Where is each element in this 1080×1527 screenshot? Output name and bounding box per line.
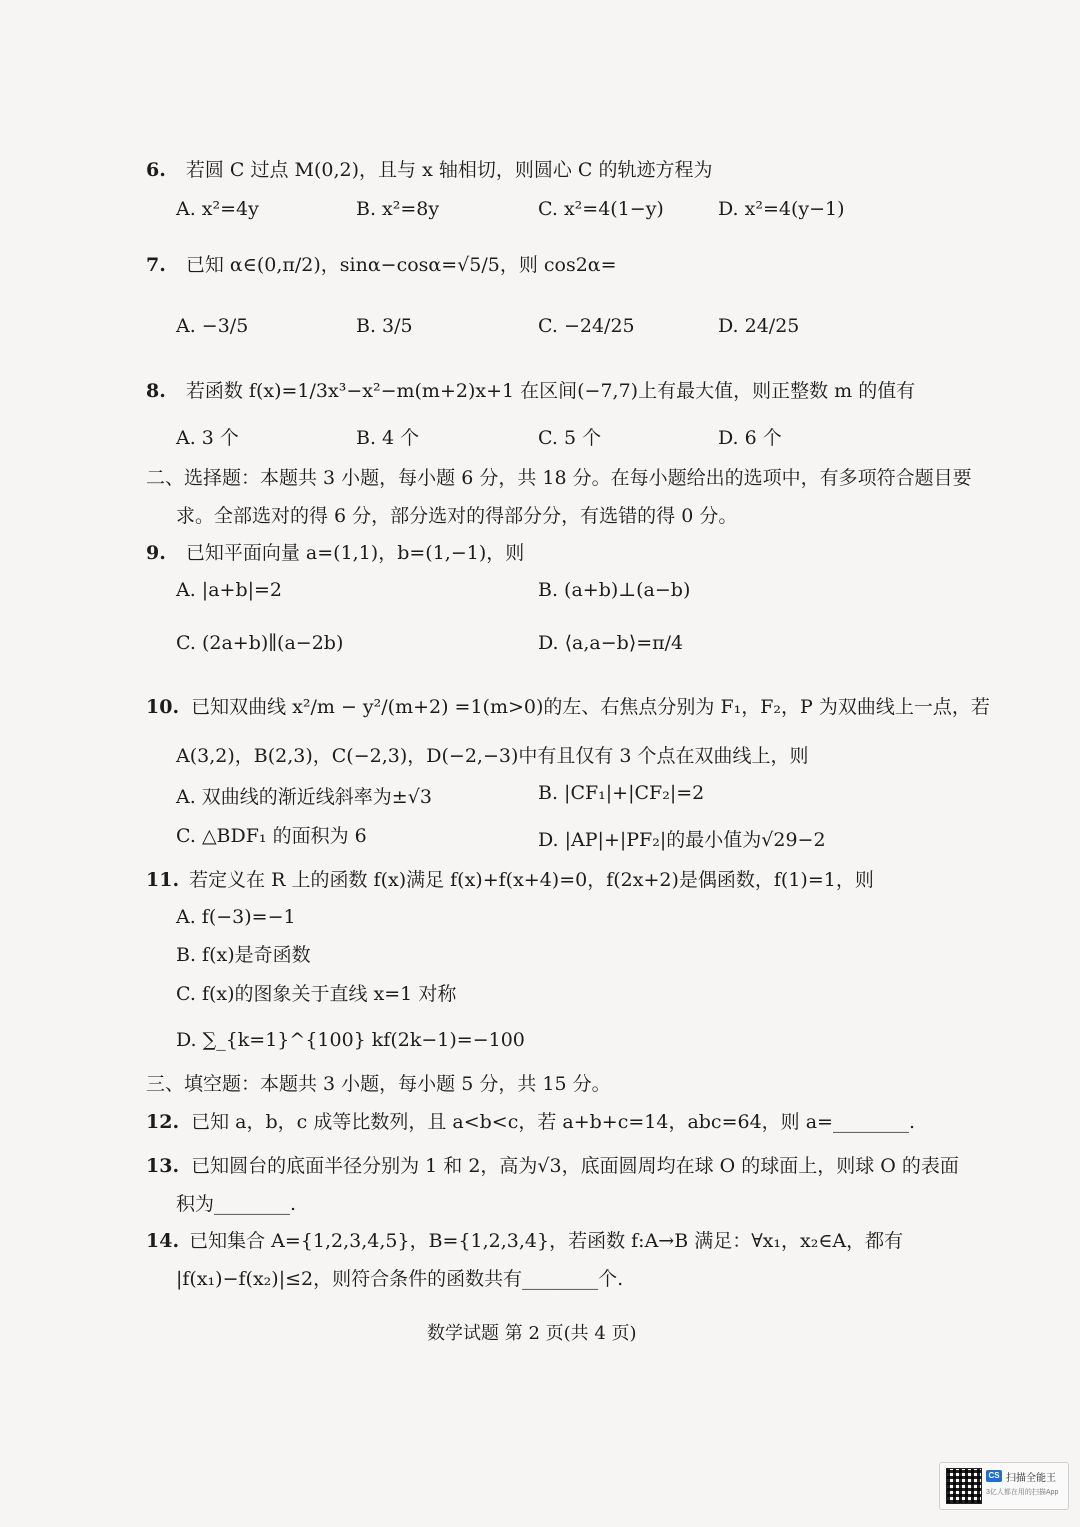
question-6 — [146, 157, 712, 183]
question-stem: 已知 α∈(0,π/2)，sinα−cosα=√5/5，则 cos2α= — [185, 254, 617, 276]
option-c: C. −24/25 — [538, 315, 635, 337]
qr-code-icon — [946, 1468, 982, 1504]
option-d: D. ∑_{k=1}^{100} kf(2k−1)=−100 — [176, 1029, 525, 1051]
question-stem: 若定义在 R 上的函数 f(x)满足 f(x)+f(x+4)=0，f(2x+2)是偶函数，f(1)=1，则 — [189, 869, 874, 891]
question-stem: 若函数 f(x)=1/3x³−x²−m(m+2)x+1 在区间(−7,7)上有最大值，则正整数 m 的值有 — [185, 380, 916, 402]
option-a: A. −3/5 — [176, 315, 249, 337]
question-number: 14. — [146, 1230, 180, 1252]
question-number: 12. — [146, 1111, 180, 1133]
question-11 — [146, 867, 874, 893]
option-a: A. x²=4y — [176, 198, 259, 220]
option-d: D. x²=4(y−1) — [718, 198, 845, 220]
question-13-cont: 积为________. — [176, 1193, 297, 1215]
question-stem: 已知平面向量 a=(1,1)，b=(1,−1)，则 — [185, 542, 525, 564]
question-number: 9. — [146, 542, 166, 564]
question-number: 11. — [146, 869, 180, 891]
option-d: D. 24/25 — [718, 315, 800, 337]
option-c: C. x²=4(1−y) — [538, 198, 664, 220]
question-12 — [146, 1109, 915, 1135]
option-d: D. ⟨a,a−b⟩=π/4 — [538, 632, 684, 654]
option-b: B. (a+b)⊥(a−b) — [538, 579, 691, 601]
option-c: C. 5 个 — [538, 427, 602, 449]
question-stem: 已知圆台的底面半径分别为 1 和 2，高为√3，底面圆周均在球 O 的球面上，则球 O 的表面 — [191, 1155, 959, 1177]
section-2-header: 二、选择题：本题共 3 小题，每小题 6 分，共 18 分。在每小题给出的选项中，有多项符合题目要 — [146, 467, 972, 489]
question-stem: 已知双曲线 x²/m − y²/(m+2) =1(m>0)的左、右焦点分别为 F₁，F₂，P 为双曲线上一点，若 — [191, 696, 990, 718]
question-10 — [146, 694, 990, 720]
question-number: 13. — [146, 1155, 180, 1177]
option-c: C. (2a+b)∥(a−2b) — [176, 632, 344, 654]
option-b: B. |CF₁|+|CF₂|=2 — [538, 782, 705, 804]
scanner-tagline: 3亿人都在用的扫描App — [986, 1489, 1059, 1496]
question-8 — [146, 378, 915, 404]
option-b: B. f(x)是奇函数 — [176, 944, 311, 966]
scanner-logo: CS — [986, 1470, 1002, 1482]
question-14 — [146, 1228, 903, 1254]
question-stem: 已知集合 A={1,2,3,4,5}，B={1,2,3,4}，若函数 f:A→B 满足：∀x₁，x₂∈A，都有 — [189, 1230, 904, 1252]
question-7 — [146, 252, 617, 278]
section-2-header-cont: 求。全部选对的得 6 分，部分选对的得部分分，有选错的得 0 分。 — [176, 505, 738, 527]
option-b: B. 4 个 — [356, 427, 420, 449]
option-a: A. f(−3)=−1 — [176, 906, 296, 928]
option-c: C. △BDF₁ 的面积为 6 — [176, 825, 367, 847]
option-d: D. 6 个 — [718, 427, 782, 449]
question-number: 6. — [146, 159, 166, 181]
option-a: A. |a+b|=2 — [176, 579, 283, 601]
option-a: A. 双曲线的渐近线斜率为±√3 — [176, 786, 432, 808]
question-stem: 已知 a，b，c 成等比数列，且 a<b<c，若 a+b+c=14，abc=64，则 a=________. — [191, 1111, 915, 1133]
question-stem: 若圆 C 过点 M(0,2)，且与 x 轴相切，则圆心 C 的轨迹方程为 — [185, 159, 713, 181]
question-number: 10. — [146, 696, 180, 718]
question-14-cont: |f(x₁)−f(x₂)|≤2，则符合条件的函数共有________个. — [176, 1268, 624, 1290]
scanner-watermark — [939, 1462, 1069, 1510]
option-b: B. 3/5 — [356, 315, 413, 337]
question-number: 7. — [146, 254, 166, 276]
option-b: B. x²=8y — [356, 198, 440, 220]
page-footer: 数学试题 第 2 页(共 4 页) — [427, 1323, 637, 1344]
option-d: D. |AP|+|PF₂|的最小值为√29−2 — [538, 829, 826, 851]
question-10-cont: A(3,2)，B(2,3)，C(−2,3)，D(−2,−3)中有且仅有 3 个点在双曲线上，则 — [176, 745, 809, 767]
question-number: 8. — [146, 380, 166, 402]
question-9 — [146, 540, 524, 566]
section-3-header: 三、填空题：本题共 3 小题，每小题 5 分，共 15 分。 — [146, 1073, 611, 1095]
option-c: C. f(x)的图象关于直线 x=1 对称 — [176, 983, 457, 1005]
scanner-name: 扫描全能王 — [1006, 1473, 1056, 1484]
option-a: A. 3 个 — [176, 427, 239, 449]
question-13 — [146, 1153, 959, 1179]
